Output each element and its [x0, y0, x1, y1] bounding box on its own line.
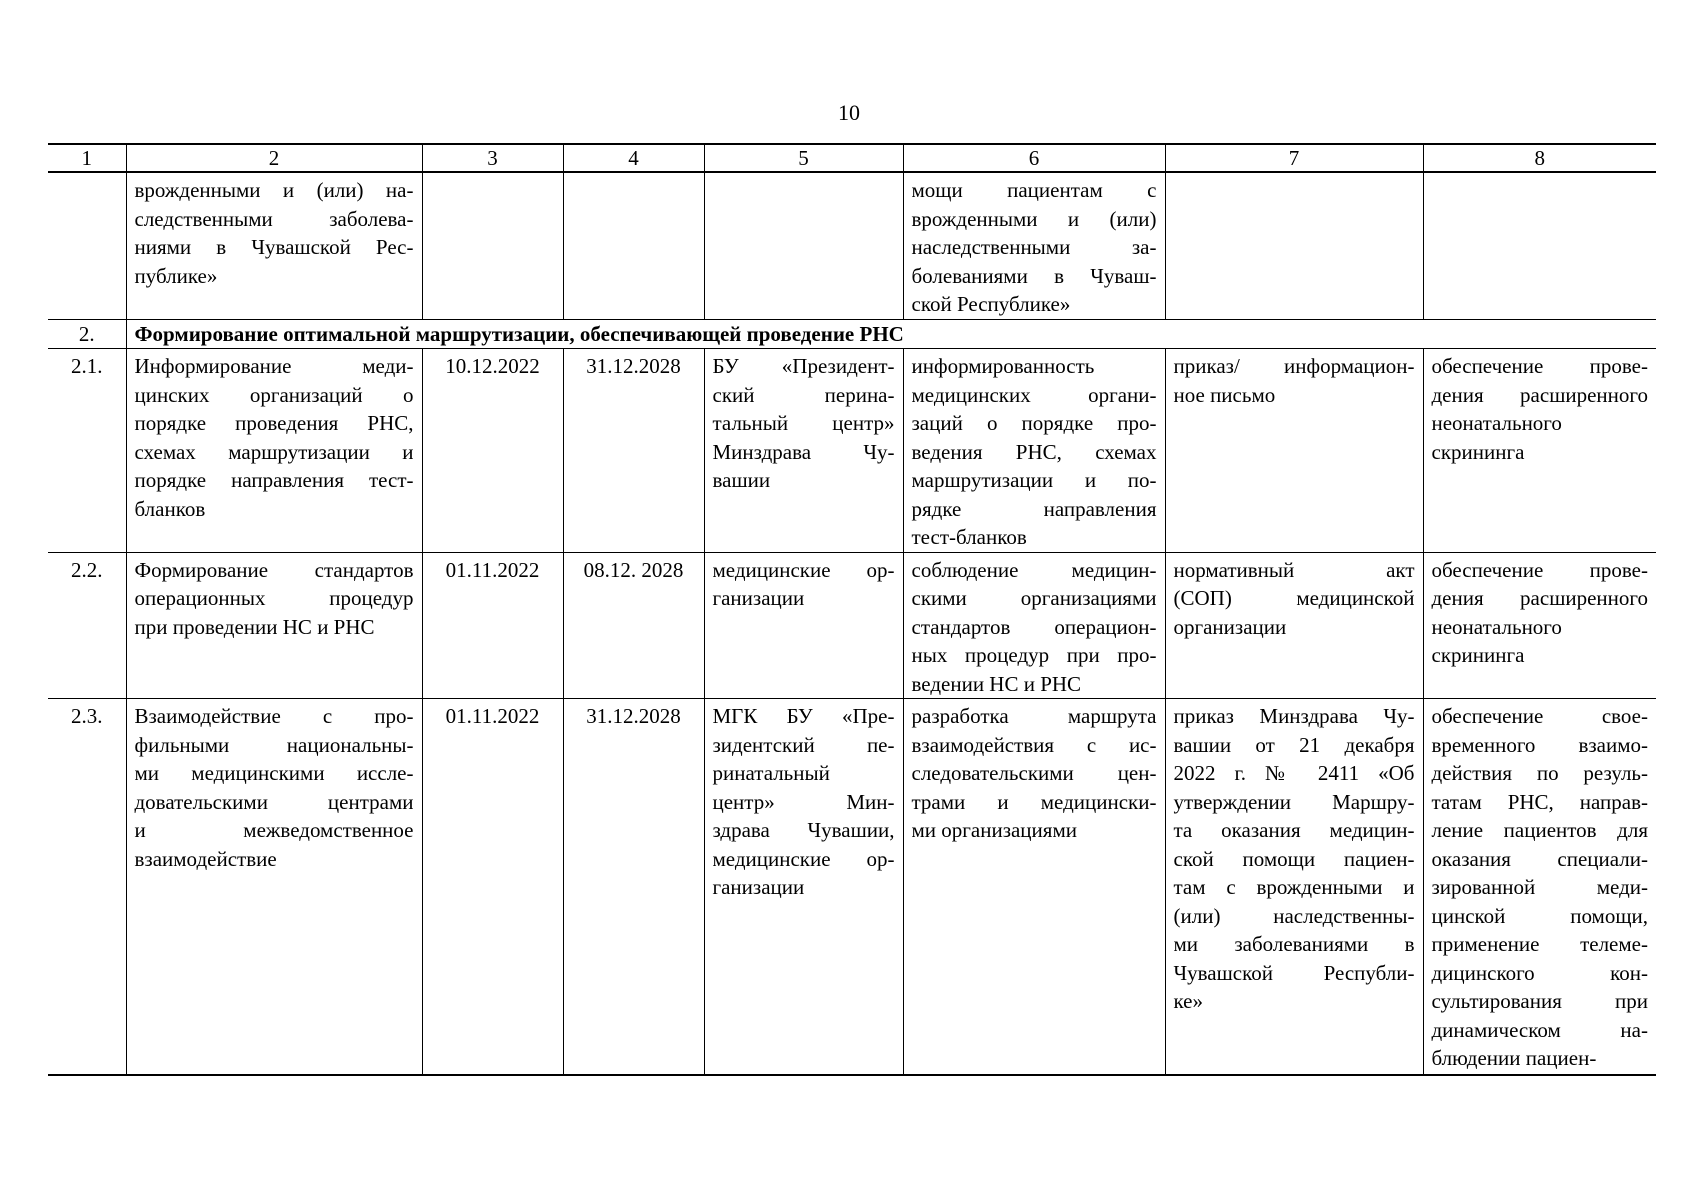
- row-number: 2.3.: [48, 699, 126, 1076]
- start-date-cell: [422, 172, 563, 319]
- table-row: [48, 552, 1656, 699]
- row-number: 2.2.: [48, 552, 126, 699]
- start-date-cell: 01.11.2022: [422, 552, 563, 699]
- document-cell: приказ/ информацион- ное письмо: [1165, 349, 1423, 553]
- column-header-7: 7: [1165, 144, 1423, 172]
- activity-plan-table: [48, 143, 1656, 1076]
- start-date-cell: 10.12.2022: [422, 349, 563, 553]
- goal-cell: обеспечение прове- дения расширенного неонатального скрининга: [1423, 552, 1656, 699]
- column-header-4: 4: [563, 144, 704, 172]
- activity-cell: врожденными и (или) на- следственными заболева- ниями в Чувашской Рес- публике»: [126, 172, 422, 319]
- section-title: Формирование оптимальной маршрутизации, обеспечивающей проведение РНС: [126, 319, 1656, 349]
- activity-cell: Взаимодействие с про- фильными национальны- ми медицинскими иссле- довательскими центрами и межведомственное взаимодействие: [126, 699, 422, 1076]
- end-date-cell: 08.12. 2028: [563, 552, 704, 699]
- result-cell: соблюдение медицин- скими организациями стандартов операцион- ных процедур при про- ведении НС и РНС: [903, 552, 1165, 699]
- activity-cell: Информирование меди- цинских организаций о порядке проведения РНС, схемах маршрутизации и порядке направления тест- бланков: [126, 349, 422, 553]
- activity-cell: Формирование стандартов операционных процедур при проведении НС и РНС: [126, 552, 422, 699]
- executor-cell: медицинские ор- ганизации: [704, 552, 903, 699]
- result-cell: информированность медицинских органи- заций о порядке про- ведения РНС, схемах маршрутизации и по- рядке направления тест-бланков: [903, 349, 1165, 553]
- executor-cell: МГК БУ «Пре- зидентский пе- ринатальный центр» Мин- здрава Чувашии, медицинские ор- ганизации: [704, 699, 903, 1076]
- result-cell: разработка маршрута взаимодействия с ис- следовательскими цен- трами и медицински- ми организациями: [903, 699, 1165, 1076]
- page-number: 10: [838, 100, 860, 125]
- table-row-continuation: [48, 172, 1656, 319]
- goal-cell: обеспечение прове- дения расширенного неонатального скрининга: [1423, 349, 1656, 553]
- table-row: [48, 349, 1656, 553]
- document-cell: [1165, 172, 1423, 319]
- start-date-cell: 01.11.2022: [422, 699, 563, 1076]
- executor-cell: [704, 172, 903, 319]
- end-date-cell: 31.12.2028: [563, 349, 704, 553]
- row-number: 2.1.: [48, 349, 126, 553]
- column-header-2: 2: [126, 144, 422, 172]
- section-row: [48, 319, 1656, 349]
- column-header-8: 8: [1423, 144, 1656, 172]
- result-cell: мощи пациентам с врожденными и (или) наследственными за- болеваниями в Чуваш- ской Республике»: [903, 172, 1165, 319]
- row-number: [48, 172, 126, 319]
- column-header-6: 6: [903, 144, 1165, 172]
- goal-cell: [1423, 172, 1656, 319]
- column-header-5: 5: [704, 144, 903, 172]
- section-number: 2.: [48, 319, 126, 349]
- executor-cell: БУ «Президент- ский перина- тальный центр» Минздрава Чу- вашии: [704, 349, 903, 553]
- table-row: [48, 699, 1656, 1076]
- end-date-cell: [563, 172, 704, 319]
- column-header-1: 1: [48, 144, 126, 172]
- goal-cell: обеспечение свое- временного взаимо- действия по резуль- татам РНС, направ- ление пациентов для оказания специали- зированной меди- цинской помощи, применение телеме- дицинского кон- сультирования при динамическом на- блюдении пациен-: [1423, 699, 1656, 1076]
- column-header-3: 3: [422, 144, 563, 172]
- end-date-cell: 31.12.2028: [563, 699, 704, 1076]
- document-cell: приказ Минздрава Чу- вашии от 21 декабря 2022 г. № 2411 «Об утверждении Маршру- та оказания медицин- ской помощи пациен- там с врожденными и (или) наследственны- ми заболеваниями в Чувашской Республи- ке»: [1165, 699, 1423, 1076]
- document-cell: нормативный акт (СОП) медицинской организации: [1165, 552, 1423, 699]
- column-number-header: [48, 144, 1656, 172]
